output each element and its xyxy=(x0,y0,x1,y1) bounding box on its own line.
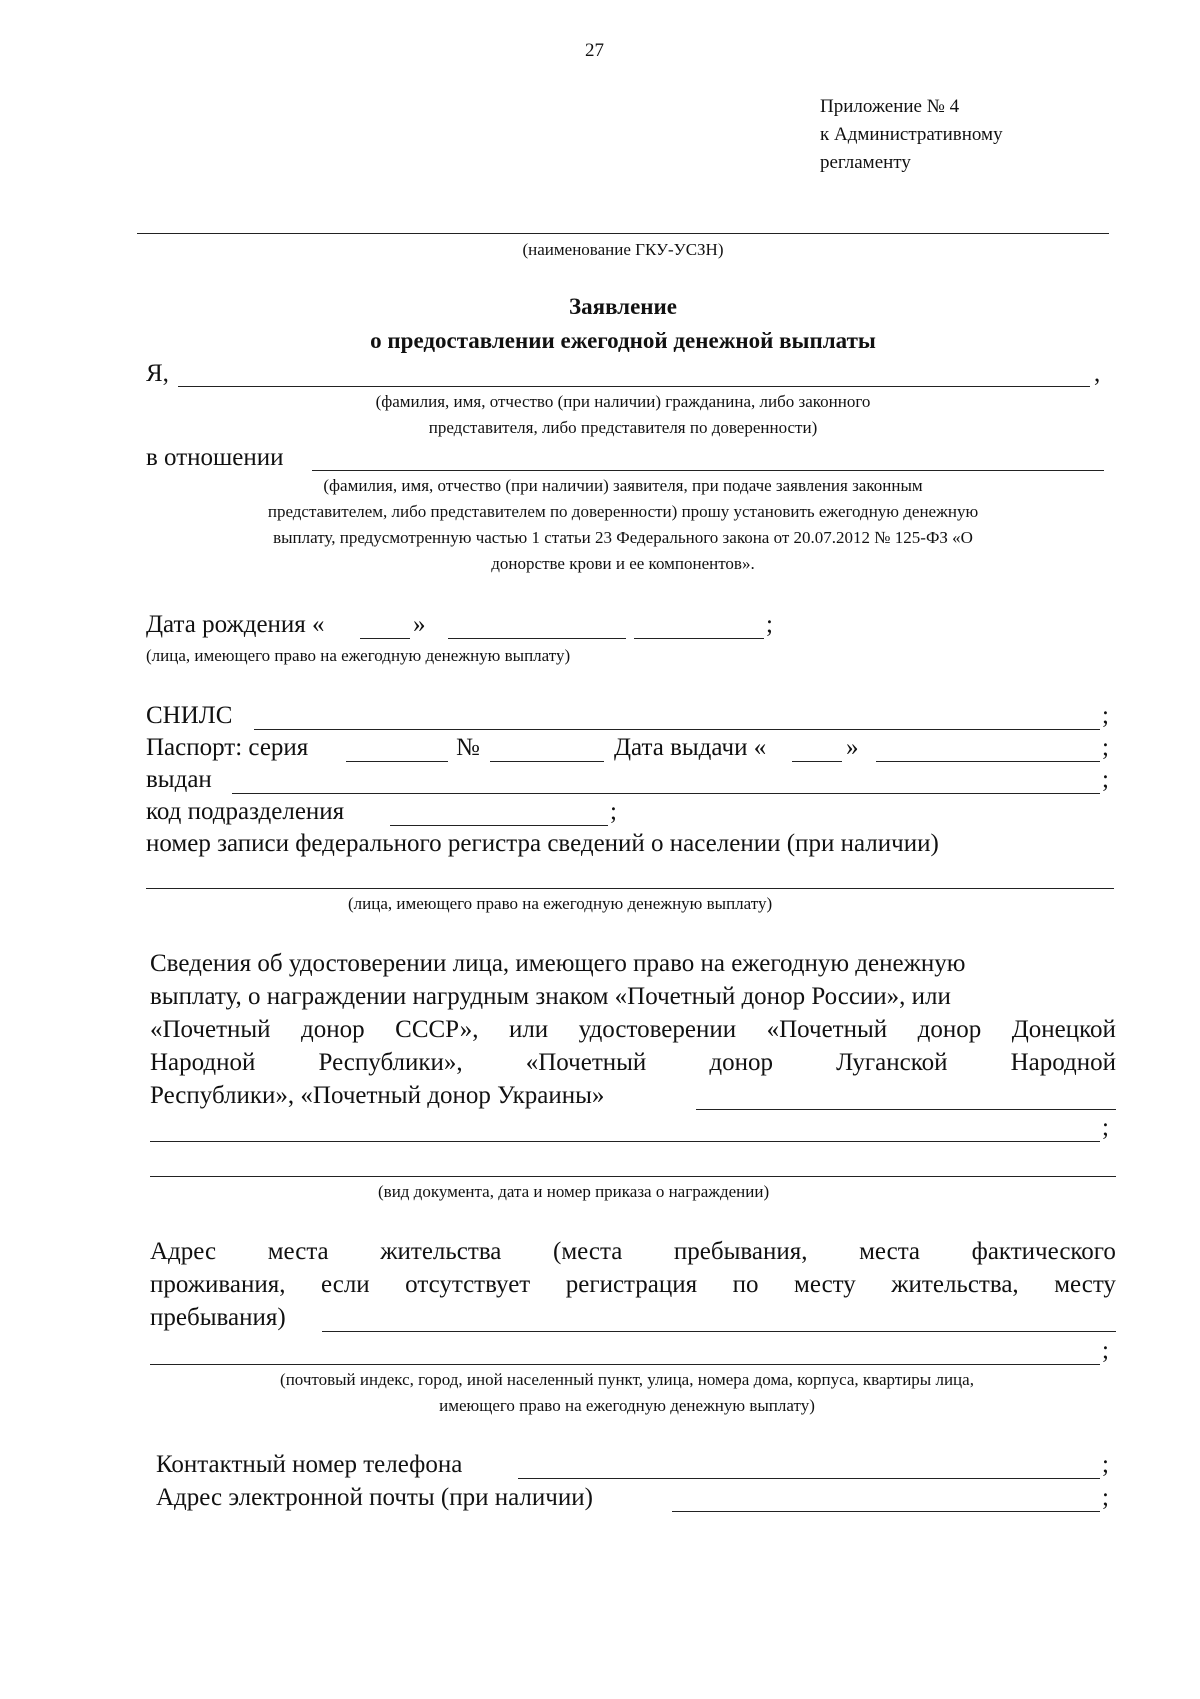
division-code-label: код подразделения xyxy=(146,798,345,825)
address-line-1-word: (места xyxy=(553,1238,623,1265)
certificate-line-4-word: донор xyxy=(709,1049,773,1076)
relation-text-line-3: выплату, предусмотренную частью 1 статьи 23 Федерального закона от 20.07.2012 № 125-ФЗ «О xyxy=(273,528,973,547)
address-line-1-word: Адрес xyxy=(150,1238,217,1265)
issue-day-field[interactable] xyxy=(792,761,842,762)
address-line-2-word: отсутствует xyxy=(405,1271,531,1298)
address-line-1-word: места xyxy=(859,1238,921,1265)
agency-caption: (наименование ГКУ-УСЗН) xyxy=(522,240,724,259)
certificate-line-3-word: «Почетный xyxy=(766,1016,888,1043)
passport-number-label: № xyxy=(456,734,480,761)
certificate-line-3-word: Донецкой xyxy=(1011,1016,1116,1043)
snils-semicolon: ; xyxy=(1102,702,1109,729)
certificate-line-3-word: удостоверении xyxy=(578,1016,737,1043)
address-line-2-word: если xyxy=(321,1271,370,1298)
title-line-1: Заявление xyxy=(568,294,678,319)
agency-name-field[interactable] xyxy=(137,233,1109,234)
address-semicolon: ; xyxy=(1102,1337,1109,1364)
relation-name-field[interactable] xyxy=(312,470,1104,471)
certificate-line-3-word: донор xyxy=(301,1016,365,1043)
certificate-line-3-word: «Почетный xyxy=(150,1016,271,1043)
certificate-line-3-word: или xyxy=(508,1016,549,1043)
address-line-1 xyxy=(150,1238,1116,1266)
address-line-2-word: регистрация xyxy=(565,1271,698,1298)
birth-day-field[interactable] xyxy=(360,638,410,639)
phone-semicolon: ; xyxy=(1102,1451,1109,1478)
certificate-details-field-3[interactable] xyxy=(150,1176,1116,1177)
certificate-line-3-word: донор xyxy=(917,1016,982,1043)
phone-field[interactable] xyxy=(518,1478,1100,1479)
relation-text-line-1: (фамилия, имя, отчество (при наличии) заявителя, при подаче заявления законным xyxy=(323,476,923,495)
address-line-3: пребывания) xyxy=(150,1304,286,1331)
certificate-line-4-word: Луганской xyxy=(836,1049,948,1076)
certificate-caption: (вид документа, дата и номер приказа о награждении) xyxy=(378,1182,770,1201)
birth-year-field[interactable] xyxy=(634,638,764,639)
birth-date-caption: (лица, имеющего право на ежегодную денежную выплату) xyxy=(146,646,571,665)
email-semicolon: ; xyxy=(1102,1484,1109,1511)
certificate-line-3 xyxy=(150,1016,1116,1044)
issue-date-quote-close: » xyxy=(846,734,859,761)
passport-number-field[interactable] xyxy=(490,761,604,762)
passport-series-field[interactable] xyxy=(346,761,448,762)
appendix-line-2: к Административному xyxy=(820,124,1003,145)
address-line-1-word: фактического xyxy=(971,1238,1116,1265)
address-line-1-word: места xyxy=(267,1238,329,1265)
relation-prefix: в отношении xyxy=(146,444,284,471)
applicant-prefix: Я, xyxy=(146,360,169,387)
applicant-comma: , xyxy=(1094,360,1101,387)
certificate-line-3-word: СССР», xyxy=(395,1016,479,1043)
applicant-name-field[interactable] xyxy=(178,386,1090,387)
snils-label: СНИЛС xyxy=(146,702,233,729)
address-line-2-word: месту xyxy=(1054,1271,1116,1298)
birth-date-label: Дата рождения « xyxy=(146,611,325,638)
issue-date-label: Дата выдачи « xyxy=(614,734,767,761)
certificate-line-1: Сведения об удостоверении лица, имеющего право на ежегодную денежную xyxy=(150,950,966,977)
address-line-2-word: жительства, xyxy=(891,1271,1019,1298)
birth-date-semicolon: ; xyxy=(766,611,773,638)
address-line-2 xyxy=(150,1271,1116,1299)
certificate-line-4-word: Народной xyxy=(1010,1049,1116,1076)
certificate-line-2: выплату, о награждении нагрудным знаком «Почетный донор России», или xyxy=(150,983,951,1010)
address-line-2-word: месту xyxy=(794,1271,856,1298)
issue-month-year-field[interactable] xyxy=(876,761,1100,762)
page-number: 27 xyxy=(585,40,604,61)
register-caption: (лица, имеющего право на ежегодную денежную выплату) xyxy=(348,894,773,913)
relation-text-line-4: донорстве крови и ее компонентов». xyxy=(491,554,755,573)
register-label: номер записи федерального регистра сведений о населении (при наличии) xyxy=(146,830,939,857)
division-code-field[interactable] xyxy=(390,825,608,826)
issued-by-semicolon: ; xyxy=(1102,766,1109,793)
certificate-semicolon: ; xyxy=(1102,1114,1109,1141)
appendix-line-3: регламенту xyxy=(820,152,911,173)
address-field-2[interactable] xyxy=(150,1364,1100,1365)
register-number-field[interactable] xyxy=(146,888,1114,889)
email-field[interactable] xyxy=(672,1511,1100,1512)
address-line-2-word: по xyxy=(732,1271,759,1298)
applicant-caption-line-2: представителя, либо представителя по доверенности) xyxy=(428,418,818,437)
issued-by-label: выдан xyxy=(146,766,212,793)
certificate-details-field-1[interactable] xyxy=(696,1109,1116,1110)
address-caption-line-2: имеющего право на ежегодную денежную выплату) xyxy=(439,1396,815,1415)
applicant-caption-line-1: (фамилия, имя, отчество (при наличии) гражданина, либо законного xyxy=(375,392,871,411)
issued-by-field[interactable] xyxy=(232,793,1100,794)
address-caption-line-1: (почтовый индекс, город, иной населенный пункт, улица, номера дома, корпуса, квартиры лица, xyxy=(280,1370,974,1389)
address-line-1-word: пребывания, xyxy=(673,1238,808,1265)
certificate-line-4-word: Народной xyxy=(150,1049,256,1076)
relation-text-line-2: представителем, либо представителем по доверенности) прошу установить ежегодную денежную xyxy=(267,502,979,521)
email-label: Адрес электронной почты (при наличии) xyxy=(156,1484,593,1511)
address-line-1-word: жительства xyxy=(380,1238,502,1265)
snils-field[interactable] xyxy=(254,729,1100,730)
address-field-1[interactable] xyxy=(322,1331,1116,1332)
certificate-line-4-word: «Почетный xyxy=(525,1049,647,1076)
passport-series-label: Паспорт: серия xyxy=(146,734,309,761)
address-line-2-word: проживания, xyxy=(150,1271,286,1298)
certificate-details-field-2[interactable] xyxy=(150,1141,1100,1142)
certificate-line-4 xyxy=(150,1049,1116,1077)
birth-date-quote-close: » xyxy=(413,611,426,638)
passport-semicolon: ; xyxy=(1102,734,1109,761)
appendix-line-1: Приложение № 4 xyxy=(820,96,960,117)
birth-month-field[interactable] xyxy=(448,638,626,639)
division-code-semicolon: ; xyxy=(610,798,617,825)
phone-label: Контактный номер телефона xyxy=(156,1451,463,1478)
certificate-line-4-word: Республики», xyxy=(318,1049,463,1076)
certificate-line-5: Республики», «Почетный донор Украины» xyxy=(150,1082,605,1109)
title-line-2: о предоставлении ежегодной денежной выплаты xyxy=(370,328,876,353)
